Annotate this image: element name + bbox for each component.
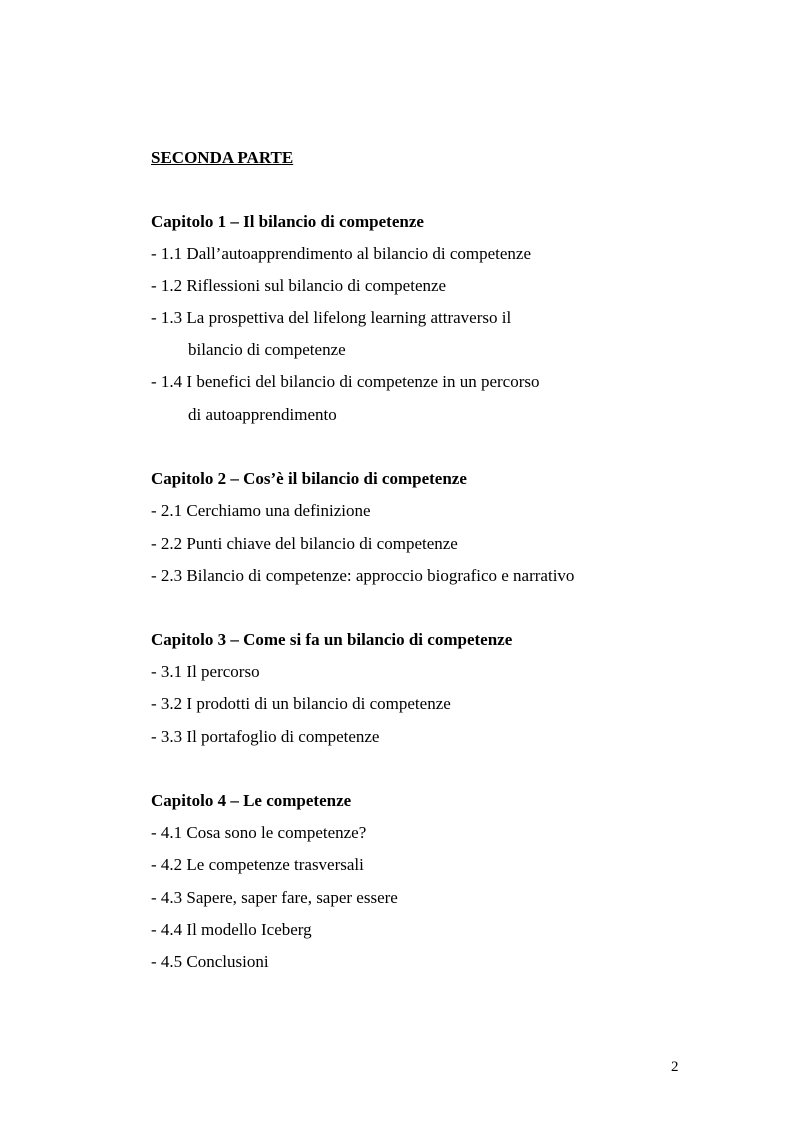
chapter-2-title: Capitolo 2 – Cos’è il bilancio di competenze: [151, 469, 467, 488]
toc-entry: - 4.2 Le competenze trasversali: [151, 855, 364, 874]
toc-entry: - 2.1 Cerchiamo una definizione: [151, 501, 371, 520]
part-title: SECONDA PARTE: [151, 148, 294, 167]
toc-entry: - 1.1 Dall’autoapprendimento al bilancio di competenze: [151, 244, 532, 263]
toc-entry: - 3.2 I prodotti di un bilancio di competenze: [151, 694, 451, 713]
toc-entry: - 1.4 I benefici del bilancio di competenze in un percorso: [151, 372, 540, 391]
toc-entry: - 4.5 Conclusioni: [151, 952, 269, 971]
chapter-3-title: Capitolo 3 – Come si fa un bilancio di competenze: [151, 630, 513, 649]
toc-entry: - 2.2 Punti chiave del bilancio di competenze: [151, 534, 458, 553]
toc-entry: - 4.1 Cosa sono le competenze?: [151, 823, 367, 842]
toc-entry-continuation: di autoapprendimento: [188, 405, 337, 424]
toc-entry: - 4.4 Il modello Iceberg: [151, 920, 312, 939]
toc-entry-continuation: bilancio di competenze: [188, 340, 346, 359]
toc-entry: - 3.1 Il percorso: [151, 662, 260, 681]
toc-entry: - 1.3 La prospettiva del lifelong learning attraverso il: [151, 308, 512, 327]
chapter-1-title: Capitolo 1 – Il bilancio di competenze: [151, 212, 424, 231]
toc-entry: - 1.2 Riflessioni sul bilancio di competenze: [151, 276, 447, 295]
toc-entry: - 2.3 Bilancio di competenze: approccio biografico e narrativo: [151, 566, 575, 585]
page-number: 2: [671, 1059, 679, 1075]
toc-entry: - 4.3 Sapere, saper fare, saper essere: [151, 888, 398, 907]
chapter-4-title: Capitolo 4 – Le competenze: [151, 791, 352, 810]
toc-entry: - 3.3 Il portafoglio di competenze: [151, 727, 380, 746]
